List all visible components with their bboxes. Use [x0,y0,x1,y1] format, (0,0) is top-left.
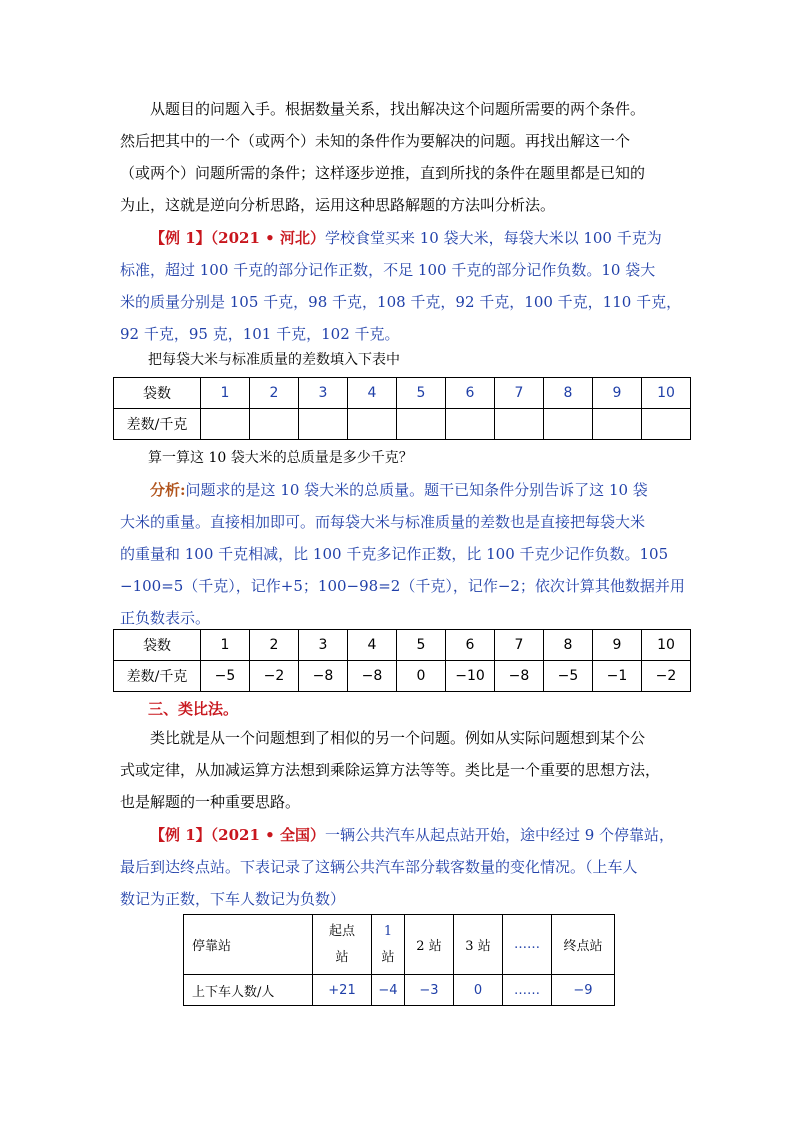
blank-cell [397,409,446,440]
answer-diff-table [113,629,691,692]
bag-number: 10 [642,378,691,409]
diff-value: −10 [446,661,495,692]
diff-value: −8 [348,661,397,692]
change-value: 0 [454,975,503,1006]
example1-text: 标准，超过 100 千克的部分记作正数，不足 100 千克的部分记作负数。10 袋大 [120,261,656,279]
example1-text: 92 千克，95 克，101 千克，102 千克。 [120,325,400,343]
table-header-label: 袋数 [114,378,201,409]
analysis-paragraph [120,474,685,634]
station-cell: 起点 站 [313,915,372,975]
example2-text: 一辆公共汽车从起点站开始，途中经过 9 个停靠站， [324,826,675,844]
blank-cell [593,409,642,440]
example1-paragraph [120,222,680,350]
intro-line: 从题目的问题入手。根据数量关系，找出解决这个问题所需要的两个条件。 [150,100,646,118]
analysis-tag: 分析: [150,481,186,499]
bag-number: 4 [348,630,397,661]
table-row-label: 上下车人数/人 [184,975,313,1006]
intro-paragraph [120,93,680,221]
table-row-label: 差数/千克 [114,409,201,440]
analysis-text: 正负数表示。 [120,609,211,627]
bag-number: 1 [201,378,250,409]
example-tag: 【例 1】 [150,826,211,844]
example2-text: 最后到达终点站。下表记录了这辆公共汽车部分载客数量的变化情况。（上车人 [120,858,638,876]
intro-line: 然后把其中的一个（或两个）未知的条件作为要解决的问题。再找出解这一个 [120,132,631,150]
table-header-label: 袋数 [114,630,201,661]
blank-cell [446,409,495,440]
analysis-text: −100=5（千克），记作+5；100−98=2（千克），记作−2；依次计算其他数据并用 [120,577,685,595]
blank-cell [348,409,397,440]
station-cell: 终点站 [552,915,615,975]
diff-value: −5 [201,661,250,692]
bag-number: 5 [397,378,446,409]
example-source: （2021 • 全国） [210,826,325,844]
station-cell: …… [503,915,552,975]
bag-number: 4 [348,378,397,409]
example1-text: 米的质量分别是 105 千克，98 千克，108 千克，92 千克，100 千克，110 千克， [120,293,682,311]
bag-number: 9 [593,378,642,409]
bag-number: 6 [446,630,495,661]
station-cell: 2 站 [405,915,454,975]
bag-number: 2 [250,630,299,661]
section-heading: 三、类比法。 [148,700,239,718]
bag-number: 3 [299,378,348,409]
example-source: （2021 • 河北） [210,229,325,247]
table-row-label: 差数/千克 [114,661,201,692]
analysis-text: 问题求的是这 10 袋大米的总质量。题干已知条件分别告诉了这 10 袋 [185,481,648,499]
example1-text: 学校食堂买来 10 袋大米，每袋大米以 100 千克为 [324,229,662,247]
diff-value: −8 [495,661,544,692]
station-cell: 3 站 [454,915,503,975]
section3-line: 也是解题的一种重要思路。 [120,793,301,811]
diff-value: −5 [544,661,593,692]
bag-number: 7 [495,378,544,409]
intro-line: （或两个）问题所需的条件；这样逐步逆推，直到所找的条件在题里都是已知的 [120,164,646,182]
bag-number: 8 [544,378,593,409]
analysis-text: 大米的重量。直接相加即可。而每袋大米与标准质量的差数也是直接把每袋大米 [120,513,646,531]
section3-line: 类比就是从一个问题想到了相似的另一个问题。例如从实际问题想到某个公 [150,729,646,747]
blank-cell [544,409,593,440]
blank-cell [299,409,348,440]
blank-cell [495,409,544,440]
analysis-text: 的重量和 100 千克相减，比 100 千克多记作正数，比 100 千克少记作负数。105 [120,545,669,563]
change-value: +21 [313,975,372,1006]
bag-number: 6 [446,378,495,409]
example2-paragraph [120,819,680,915]
diff-value: −2 [250,661,299,692]
intro-line: 为止，这就是逆向分析思路，运用这种思路解题的方法叫分析法。 [120,196,556,214]
section3-paragraph [120,722,680,818]
change-value: −9 [552,975,615,1006]
bag-number: 9 [593,630,642,661]
bag-number: 3 [299,630,348,661]
bag-number: 8 [544,630,593,661]
blank-cell [250,409,299,440]
example-tag: 【例 1】 [150,229,211,247]
question-fill-table: 把每袋大米与标准质量的差数填入下表中 [148,352,400,368]
bag-number: 7 [495,630,544,661]
bus-station-table [183,914,615,1006]
bag-number: 5 [397,630,446,661]
bag-number: 1 [201,630,250,661]
diff-value: −8 [299,661,348,692]
diff-value: −2 [642,661,691,692]
example2-text: 数记为正数，下车人数记为负数） [120,890,346,908]
diff-value: 0 [397,661,446,692]
change-value: …… [503,975,552,1006]
blank-cell [201,409,250,440]
change-value: −3 [405,975,454,1006]
table-row-label: 停靠站 [184,915,313,975]
change-value: −4 [372,975,405,1006]
blank-diff-table [113,377,691,440]
bag-number: 2 [250,378,299,409]
section3-line: 式或定律，从加减运算方法想到乘除运算方法等等。类比是一个重要的思想方法， [120,761,661,779]
blank-cell [642,409,691,440]
diff-value: −1 [593,661,642,692]
station-cell: 1 站 [372,915,405,975]
bag-number: 10 [642,630,691,661]
question-total-weight: 算一算这 10 袋大米的总质量是多少千克？ [148,450,413,466]
